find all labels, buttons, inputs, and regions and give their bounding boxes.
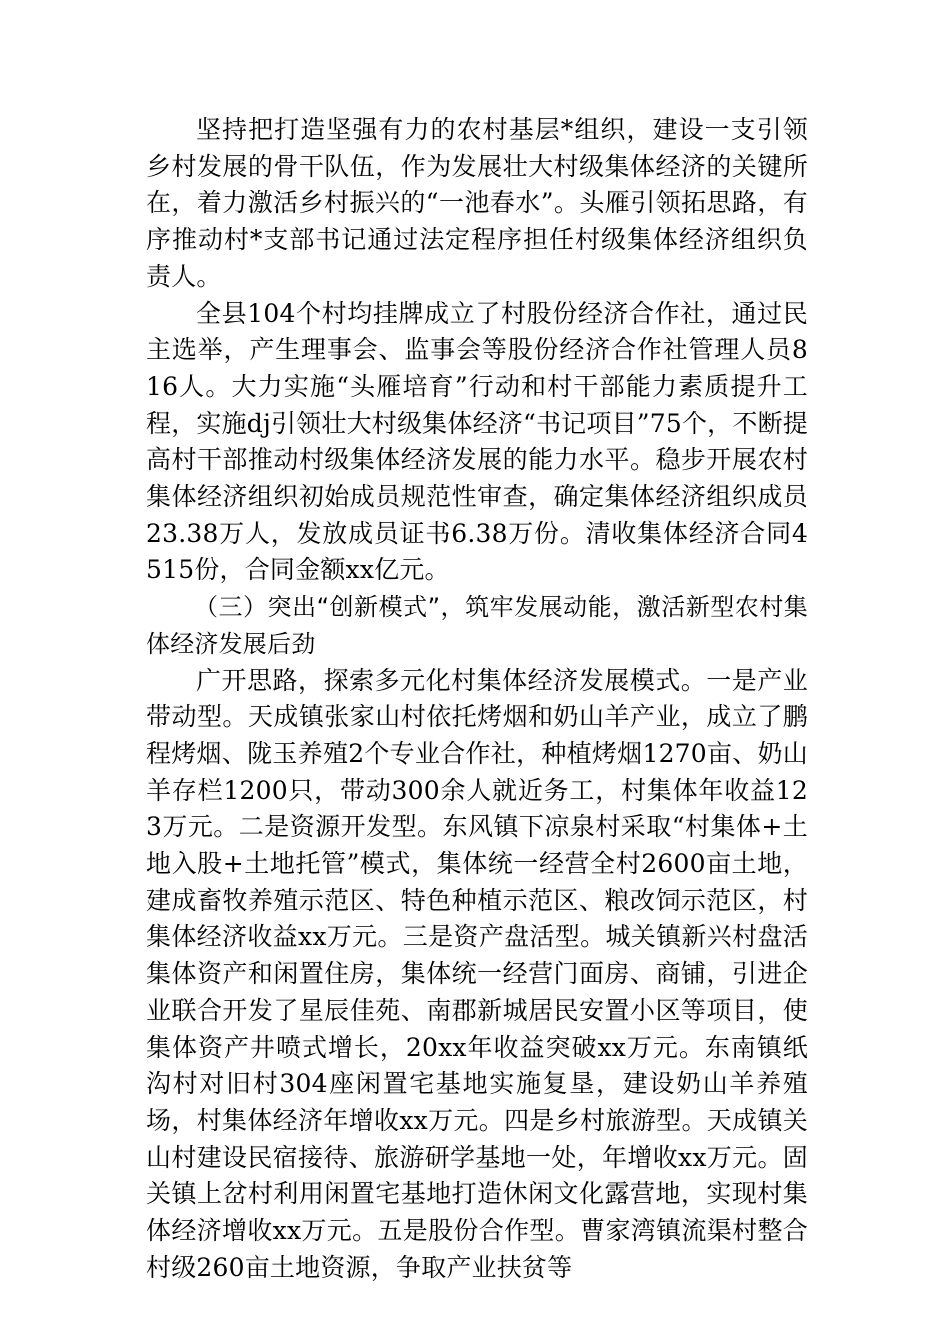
paragraph-development-models: 广开思路，探索多元化村集体经济发展模式。一是产业带动型。天成镇张家山村依托烤烟和奶山羊产业，成立了鹏程烤烟、陇玉养殖2个专业合作社，种植烤烟1270亩、奶山羊存栏1200只，带动300余人就近务工，村集体年收益123万元。二是资源开发型。东风镇下凉泉村采取“村集体+土地入股+土地托管”模式，集体统一经营全村2600亩土地，建成畜牧养殖示范区、特色种植示范区、粮改饲示范区，村集体经济收益xx万元。三是资产盘活型。城关镇新兴村盘活集体资产和闲置住房，集体统一经营门面房、商铺，引进企业联合开发了星辰佳苑、南郡新城居民安置小区等项目，使集体资产井喷式增长，20xx年收益突破xx万元。东南镇纸沟村对旧村304座闲置宅基地实施复垦，建设奶山羊养殖场，村集体经济年增收xx万元。四是乡村旅游型。天成镇关山村建设民宿接待、旅游研学基地一处，年增收xx万元。固关镇上岔村利用闲置宅基地打造休闲文化露营地，实现村集体经济增收xx万元。五是股份合作型。曹家湾镇流渠村整合村级260亩土地资源，争取产业扶贫等	[146, 665, 808, 1282]
paragraph-village-organization: 坚持把打造坚强有力的农村基层*组织，建设一支引领乡村发展的骨干队伍，作为发展壮大村级集体经济的关键所在，着力激活乡村振兴的“一池春水”。头雁引领拓思路，有序推动村*支部书记通过法定程序担任村级集体经济组织负责人。	[146, 115, 808, 291]
paragraph-cooperatives: 全县104个村均挂牌成立了村股份经济合作社，通过民主选举，产生理事会、监事会等股份经济合作社管理人员816人。大力实施“头雁培育”行动和村干部能力素质提升工程，实施dj引领壮大村级集体经济“书记项目”75个，不断提高村干部推动村级集体经济发展的能力水平。稳步开展农村集体经济组织初始成员规范性审查，确定集体经济组织成员23.38万人，发放成员证书6.38万份。清收集体经济合同4515份，合同金额xx亿元。	[146, 298, 808, 585]
section-heading-innovation-model: （三）突出“创新模式”，筑牢发展动能，激活新型农村集体经济发展后劲	[146, 593, 808, 658]
document-page	[146, 112, 808, 1287]
